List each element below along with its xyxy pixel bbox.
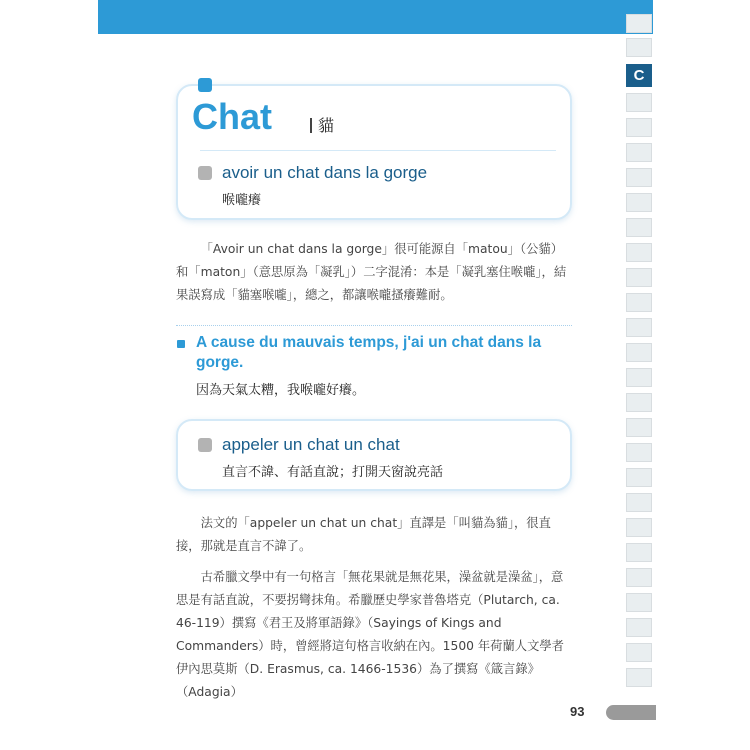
- explanation-paragraph: 「Avoir un chat dans la gorge」很可能源自「matou」（公貓）和「maton」（意思原為「凝乳」）二字混淆：本是「凝乳塞住喉嚨」，結果誤寫成「貓塞喉嚨」，總之，都讓喉嚨搔癢難耐。: [176, 242, 567, 302]
- entry-word: Chat: [192, 96, 272, 137]
- entry-translation: 貓: [318, 116, 335, 135]
- explanation-paragraph: 法文的「appeler un chat un chat」直譯是「叫貓為貓」，很直接，那就是直言不諱了。: [176, 516, 551, 553]
- index-tab[interactable]: [626, 593, 652, 612]
- example-sentence: A cause du mauvais temps, j'ai un chat dans la gorge.: [196, 334, 542, 371]
- index-tab[interactable]: [626, 368, 652, 387]
- title-divider: [200, 150, 556, 151]
- index-tab[interactable]: [626, 118, 652, 137]
- explanation-paragraph: 古希臘文學中有一句格言「無花果就是無花果，澡盆就是澡盆」，意思是有話直說，不要拐彎抹角。希臘歷史學家普魯塔克（Plutarch, ca. 46-119）撰寫《君王及將軍語錄》（Sayings of Kings and Commanders）時，曾經將這句格言收納在內。1500 年荷蘭人文學者伊內思莫斯（D. Erasmus, ca. 1466-1536）為了撰寫《箴言錄》（Adagia）: [176, 570, 564, 699]
- index-tab[interactable]: [626, 168, 652, 187]
- bullet-square-icon: [198, 166, 212, 180]
- example-translation: 因為天氣太糟，我喉嚨好癢。: [196, 383, 366, 398]
- index-tab[interactable]: [626, 14, 652, 33]
- index-tab[interactable]: [626, 643, 652, 662]
- index-tab[interactable]: [626, 93, 652, 112]
- index-tab[interactable]: [626, 343, 652, 362]
- separator-bar: [310, 118, 312, 133]
- page-tab-decoration: [606, 705, 656, 720]
- alphabet-side-index: [626, 14, 654, 686]
- dotted-divider: [176, 325, 572, 326]
- index-tab[interactable]: [626, 293, 652, 312]
- index-tab[interactable]: [626, 193, 652, 212]
- index-tab[interactable]: [626, 443, 652, 462]
- index-tab[interactable]: [626, 318, 652, 337]
- index-tab[interactable]: [626, 618, 652, 637]
- index-tab[interactable]: [626, 38, 652, 57]
- index-tab[interactable]: [626, 268, 652, 287]
- page-number: 93: [570, 704, 585, 719]
- expression-phrase: appeler un chat un chat: [222, 435, 400, 454]
- example-bullet-icon: [177, 340, 185, 348]
- index-tab[interactable]: [626, 418, 652, 437]
- expression-phrase: avoir un chat dans la gorge: [222, 163, 428, 182]
- entry-translation-wrap: [310, 113, 334, 136]
- index-tab[interactable]: [626, 493, 652, 512]
- index-tab[interactable]: [626, 668, 652, 687]
- index-tab[interactable]: [626, 218, 652, 237]
- entry-square-icon: [198, 78, 212, 92]
- bullet-square-icon: [198, 438, 212, 452]
- expression-meaning: 直言不諱、有話直說；打開天窗說亮話: [222, 465, 444, 480]
- index-tab[interactable]: [626, 568, 652, 587]
- index-tab-active[interactable]: C: [626, 64, 652, 87]
- expression-box: [176, 419, 572, 491]
- index-tab[interactable]: [626, 543, 652, 562]
- header-band: [98, 0, 653, 34]
- index-tab[interactable]: [626, 143, 652, 162]
- index-tab[interactable]: [626, 518, 652, 537]
- entry-title-box: [176, 84, 572, 220]
- index-tab[interactable]: [626, 243, 652, 262]
- index-tab[interactable]: [626, 468, 652, 487]
- expression-meaning: 喉嚨癢: [222, 193, 262, 208]
- index-tab[interactable]: [626, 393, 652, 412]
